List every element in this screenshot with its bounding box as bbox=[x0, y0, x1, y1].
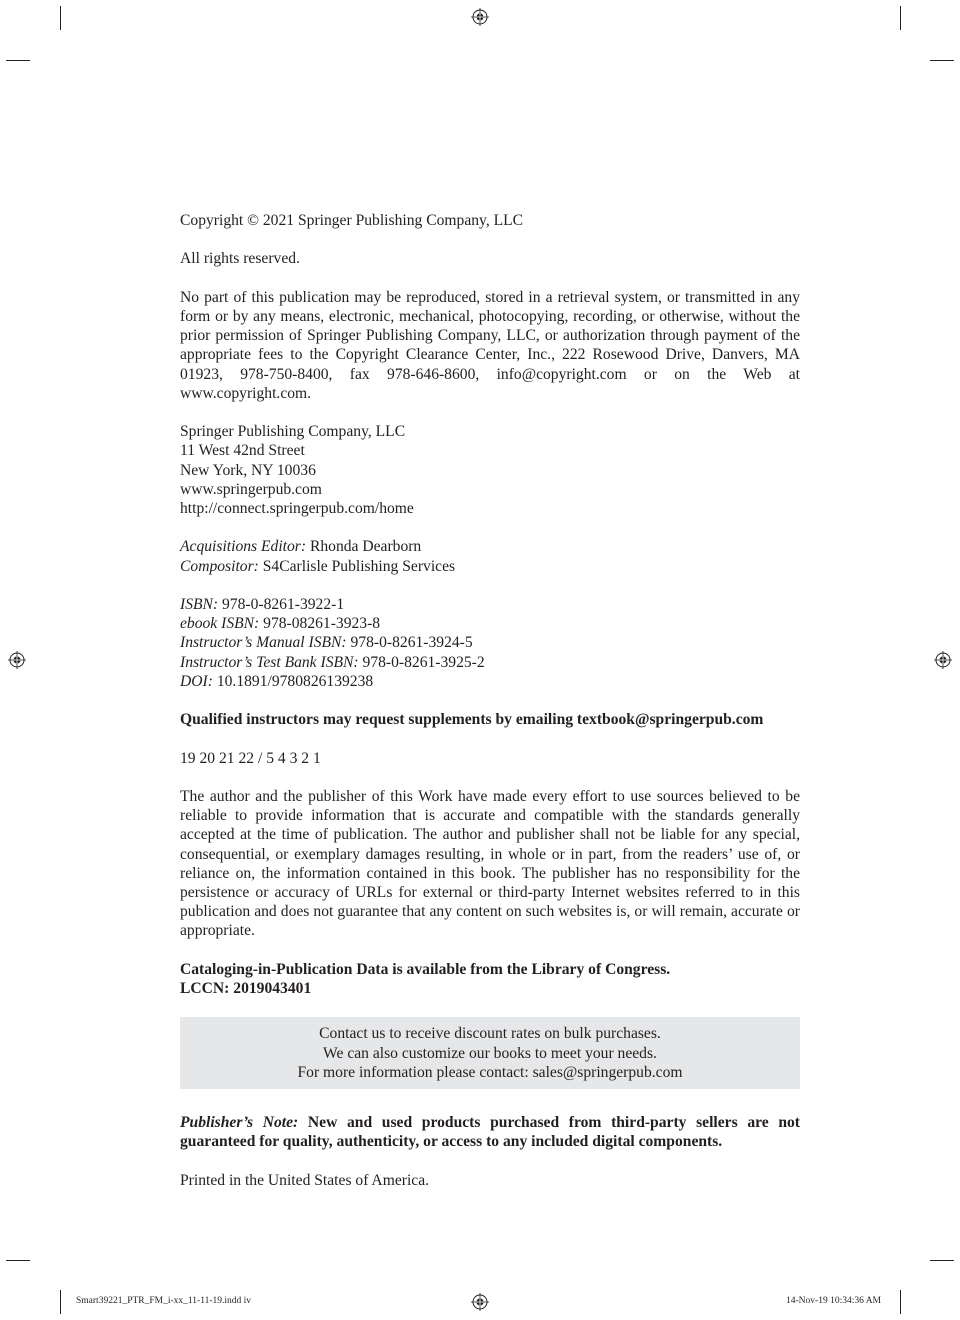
contact-line: Contact us to receive discount rates on bulk purchases. bbox=[319, 1025, 661, 1043]
publisher-note bbox=[180, 1113, 800, 1151]
publisher-note-text: New and used products purchased from third-party sellers are not guaranteed for quality, authenticity, or access to any included digital components. bbox=[180, 1113, 800, 1151]
crop-mark bbox=[6, 60, 30, 61]
identifier-line bbox=[180, 595, 800, 614]
disclaimer-paragraph: The author and the publisher of this Work have made every effort to use sources believed to be reliable to provide information that is accurate and compatible with the standards generally accepted at the time of publication. The author and publisher shall not be liable for any special, consequential, or exemplary damages resulting, in whole or in part, from the readers’ use of, or reliance on, the information contained in this book. The publisher has no responsibility for the persistence or accuracy of URLs for external or third-party Internet websites referred to in this publication and does not guarantee that any content on such websites is, or will remain, accurate or appropriate. bbox=[180, 787, 800, 940]
crop-mark bbox=[60, 6, 61, 30]
identifier-line bbox=[180, 653, 800, 672]
slug-filename: Smart39221_PTR_FM_i-xx_11-11-19.indd iv bbox=[76, 1296, 252, 1306]
crop-mark bbox=[900, 1290, 901, 1314]
lccn-line: LCCN: 2019043401 bbox=[180, 979, 312, 997]
crop-mark bbox=[6, 1260, 30, 1261]
copyright-line: Copyright © 2021 Springer Publishing Company, LLC bbox=[180, 212, 524, 229]
credit-line bbox=[180, 537, 800, 556]
contact-line: We can also customize our books to meet your needs. bbox=[323, 1044, 657, 1062]
cip-block bbox=[180, 960, 800, 998]
crop-mark bbox=[60, 1290, 61, 1314]
identifier-line bbox=[180, 672, 800, 691]
credit-value: S4Carlisle Publishing Services bbox=[258, 557, 456, 575]
credits bbox=[180, 537, 800, 575]
crop-mark bbox=[930, 1260, 954, 1261]
publisher-city: New York, NY 10036 bbox=[180, 461, 316, 479]
contact-line: For more information please contact: sales@springerpub.com bbox=[297, 1063, 683, 1081]
crop-mark bbox=[930, 60, 954, 61]
crop-mark bbox=[900, 6, 901, 30]
identifier-label: DOI: bbox=[180, 672, 213, 690]
cip-line: Cataloging-in-Publication Data is available from the Library of Congress. bbox=[180, 960, 671, 978]
credit-label: Compositor: bbox=[180, 557, 259, 575]
publisher-street: 11 West 42nd Street bbox=[180, 442, 305, 460]
identifier-value: 978-0-8261-3924-5 bbox=[346, 634, 473, 652]
printing-line: 19 20 21 22 / 5 4 3 2 1 bbox=[180, 749, 321, 767]
publisher-address bbox=[180, 422, 800, 518]
rights-line: All rights reserved. bbox=[180, 250, 300, 268]
publisher-website: www.springerpub.com bbox=[180, 480, 322, 498]
identifier-value: 10.1891/9780826139238 bbox=[212, 672, 374, 690]
identifier-label: Instructor’s Test Bank ISBN: bbox=[180, 653, 359, 671]
publisher-name: Springer Publishing Company, LLC bbox=[180, 423, 406, 441]
publisher-note-label: Publisher’s Note: bbox=[180, 1113, 299, 1131]
identifiers bbox=[180, 595, 800, 691]
identifier-line bbox=[180, 633, 800, 652]
contact-box bbox=[180, 1017, 800, 1089]
registration-mark-icon bbox=[8, 651, 26, 669]
identifier-label: ISBN: bbox=[180, 595, 219, 613]
identifier-value: 978-0-8261-3922-1 bbox=[218, 595, 345, 613]
copyright-page bbox=[180, 211, 800, 1190]
supplements-note: Qualified instructors may request supplements by emailing textbook@springerpub.com bbox=[180, 711, 764, 729]
registration-mark-icon bbox=[934, 651, 952, 669]
credit-label: Acquisitions Editor: bbox=[180, 538, 307, 556]
credit-line bbox=[180, 557, 800, 576]
slug-timestamp: 14-Nov-19 10:34:36 AM bbox=[786, 1296, 881, 1306]
permission-paragraph: No part of this publication may be reproduced, stored in a retrieval system, or transmitted in any form or by any means, electronic, mechanical, photocopying, recording, or otherwise, without the prior permission of Springer Publishing Company, LLC, or authorization through payment of the appropriate fees to the Copyright Clearance Center, Inc., 222 Rosewood Drive, Danvers, MA 01923, 978-750-8400, fax 978-646-8600, info@copyright.com or on the Web at www.copyright.com. bbox=[180, 288, 800, 402]
identifier-value: 978-0-8261-3925-2 bbox=[358, 653, 485, 671]
identifier-value: 978-08261-3923-8 bbox=[259, 615, 381, 633]
printed-line: Printed in the United States of America. bbox=[180, 1171, 430, 1189]
identifier-label: ebook ISBN: bbox=[180, 615, 260, 633]
registration-mark-icon bbox=[471, 1293, 489, 1311]
registration-mark-icon bbox=[471, 8, 489, 26]
credit-value: Rhonda Dearborn bbox=[306, 538, 422, 556]
identifier-line bbox=[180, 614, 800, 633]
publisher-connect-url: http://connect.springerpub.com/home bbox=[180, 500, 414, 517]
identifier-label: Instructor’s Manual ISBN: bbox=[180, 634, 347, 652]
